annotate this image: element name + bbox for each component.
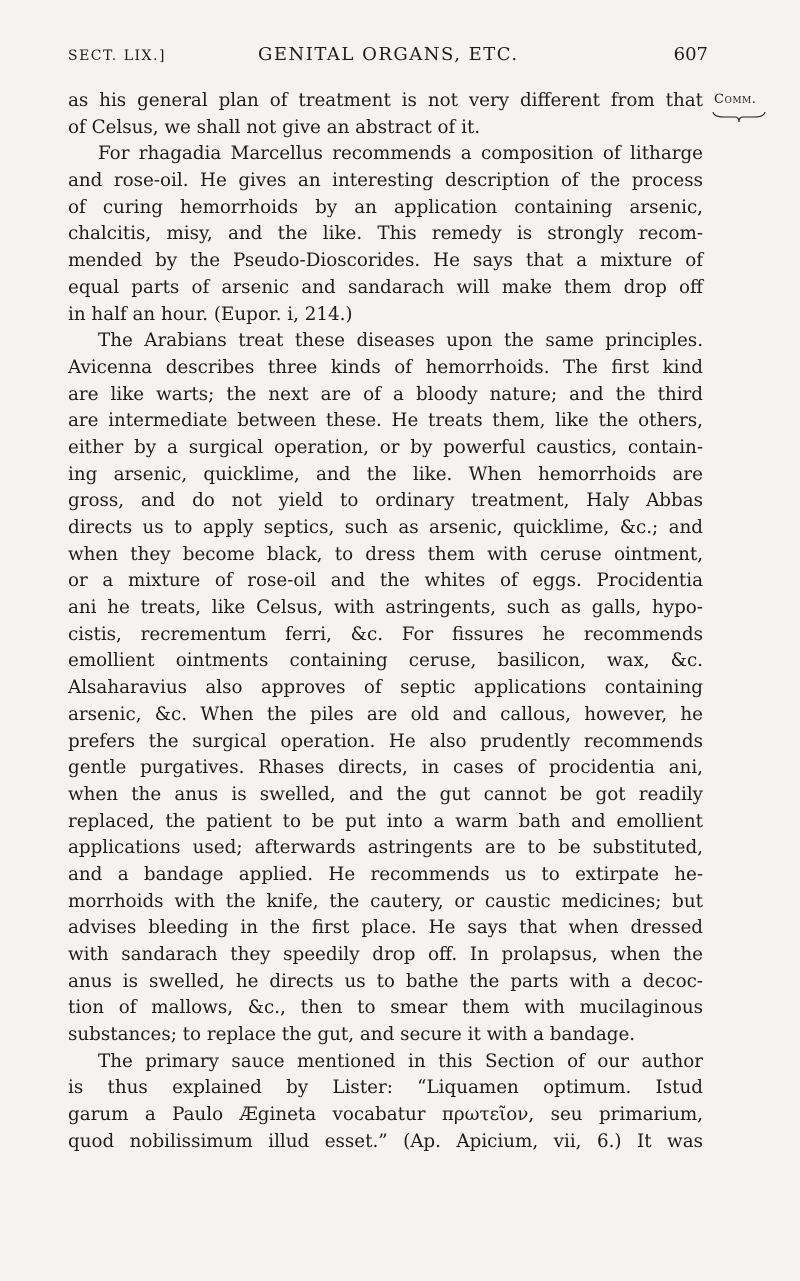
text-line: of curing hemorrhoids by an application containing arsenic, bbox=[68, 196, 703, 218]
body-text bbox=[68, 88, 703, 1156]
text-line: either by a surgical operation, or by powerful caustics, contain- bbox=[68, 436, 703, 458]
text-line: and a bandage applied. He recommends us to extirpate he- bbox=[68, 863, 703, 885]
text-line: cistis, recrementum ferri, &c. For fissures he recommends bbox=[68, 623, 703, 645]
text-line: Avicenna describes three kinds of hemorrhoids. The first kind bbox=[68, 356, 703, 378]
text-line: of Celsus, we shall not give an abstract of it. bbox=[68, 116, 481, 138]
text-line: For rhagadia Marcellus recommends a composition of litharge bbox=[98, 143, 703, 165]
text-line: are like warts; the next are of a bloody nature; and the third bbox=[68, 383, 703, 405]
text-line: morrhoids with the knife, the cautery, or caustic medicines; but bbox=[68, 890, 703, 912]
text-line: garum a Paulo Ægineta vocabatur πρωτεῖον, seu primarium, bbox=[68, 1104, 703, 1126]
text-line: in half an hour. (Eupor. i, 214.) bbox=[68, 303, 353, 325]
text-line: mended by the Pseudo-Dioscorides. He says that a mixture of bbox=[68, 250, 703, 272]
running-header bbox=[68, 44, 708, 74]
margin-note: Comm. bbox=[714, 92, 757, 107]
margin-brace-icon bbox=[712, 110, 766, 124]
text-line: when they become black, to dress them with ceruse ointment, bbox=[68, 543, 703, 565]
text-line: or a mixture of rose-oil and the whites of eggs. Procidentia bbox=[68, 570, 703, 592]
text-line: arsenic, &c. When the piles are old and callous, however, he bbox=[68, 703, 703, 725]
page-number: 607 bbox=[673, 44, 708, 65]
paragraph bbox=[68, 1049, 703, 1156]
paragraph bbox=[68, 88, 703, 141]
section-label: SECT. LIX.] bbox=[68, 48, 166, 64]
text-line: The primary sauce mentioned in this Section of our author bbox=[98, 1050, 703, 1072]
running-title: GENITAL ORGANS, ETC. bbox=[258, 44, 519, 65]
text-line: tion of mallows, &c., then to smear them with mucilaginous bbox=[68, 997, 703, 1019]
text-line: replaced, the patient to be put into a warm bath and emollient bbox=[68, 810, 703, 832]
text-line: directs us to apply septics, such as arsenic, quicklime, &c.; and bbox=[68, 517, 703, 538]
text-line: when the anus is swelled, and the gut cannot be got readily bbox=[68, 783, 703, 805]
text-line: with sandarach they speedily drop off. In prolapsus, when the bbox=[68, 944, 703, 965]
text-line: is thus explained by Lister: “Liquamen optimum. Istud bbox=[68, 1077, 703, 1099]
text-line: as his general plan of treatment is not very different from that bbox=[68, 90, 703, 111]
text-line: prefers the surgical operation. He also prudently recommends bbox=[68, 730, 703, 752]
text-line: ing arsenic, quicklime, and the like. When hemorrhoids are bbox=[68, 463, 703, 485]
text-line: equal parts of arsenic and sandarach will make them drop off bbox=[68, 276, 703, 298]
paragraph bbox=[68, 328, 703, 1049]
text-line: gentle purgatives. Rhases directs, in cases of procidentia ani, bbox=[68, 757, 703, 779]
text-line: advises bleeding in the first place. He says that when dressed bbox=[68, 917, 703, 939]
paragraph bbox=[68, 141, 703, 328]
text-line: ani he treats, like Celsus, with astringents, such as galls, hypo- bbox=[68, 597, 703, 619]
text-line: quod nobilissimum illud esset.” (Ap. Apicium, vii, 6.) It was bbox=[68, 1130, 703, 1152]
text-line: Alsaharavius also approves of septic applications containing bbox=[68, 677, 703, 699]
text-line: chalcitis, misy, and the like. This remedy is strongly recom- bbox=[68, 223, 703, 245]
text-line: The Arabians treat these diseases upon the same principles. bbox=[98, 330, 703, 352]
text-line: and rose-oil. He gives an interesting description of the process bbox=[68, 170, 703, 192]
text-line: substances; to replace the gut, and secure it with a bandage. bbox=[68, 1024, 636, 1046]
text-line: anus is swelled, he directs us to bathe the parts with a decoc- bbox=[68, 970, 703, 992]
text-line: applications used; afterwards astringents are to be substituted, bbox=[68, 837, 703, 859]
text-line: gross, and do not yield to ordinary treatment, Haly Abbas bbox=[68, 490, 703, 512]
text-line: are intermediate between these. He treats them, like the others, bbox=[68, 410, 703, 432]
text-line: emollient ointments containing ceruse, basilicon, wax, &c. bbox=[68, 650, 703, 672]
